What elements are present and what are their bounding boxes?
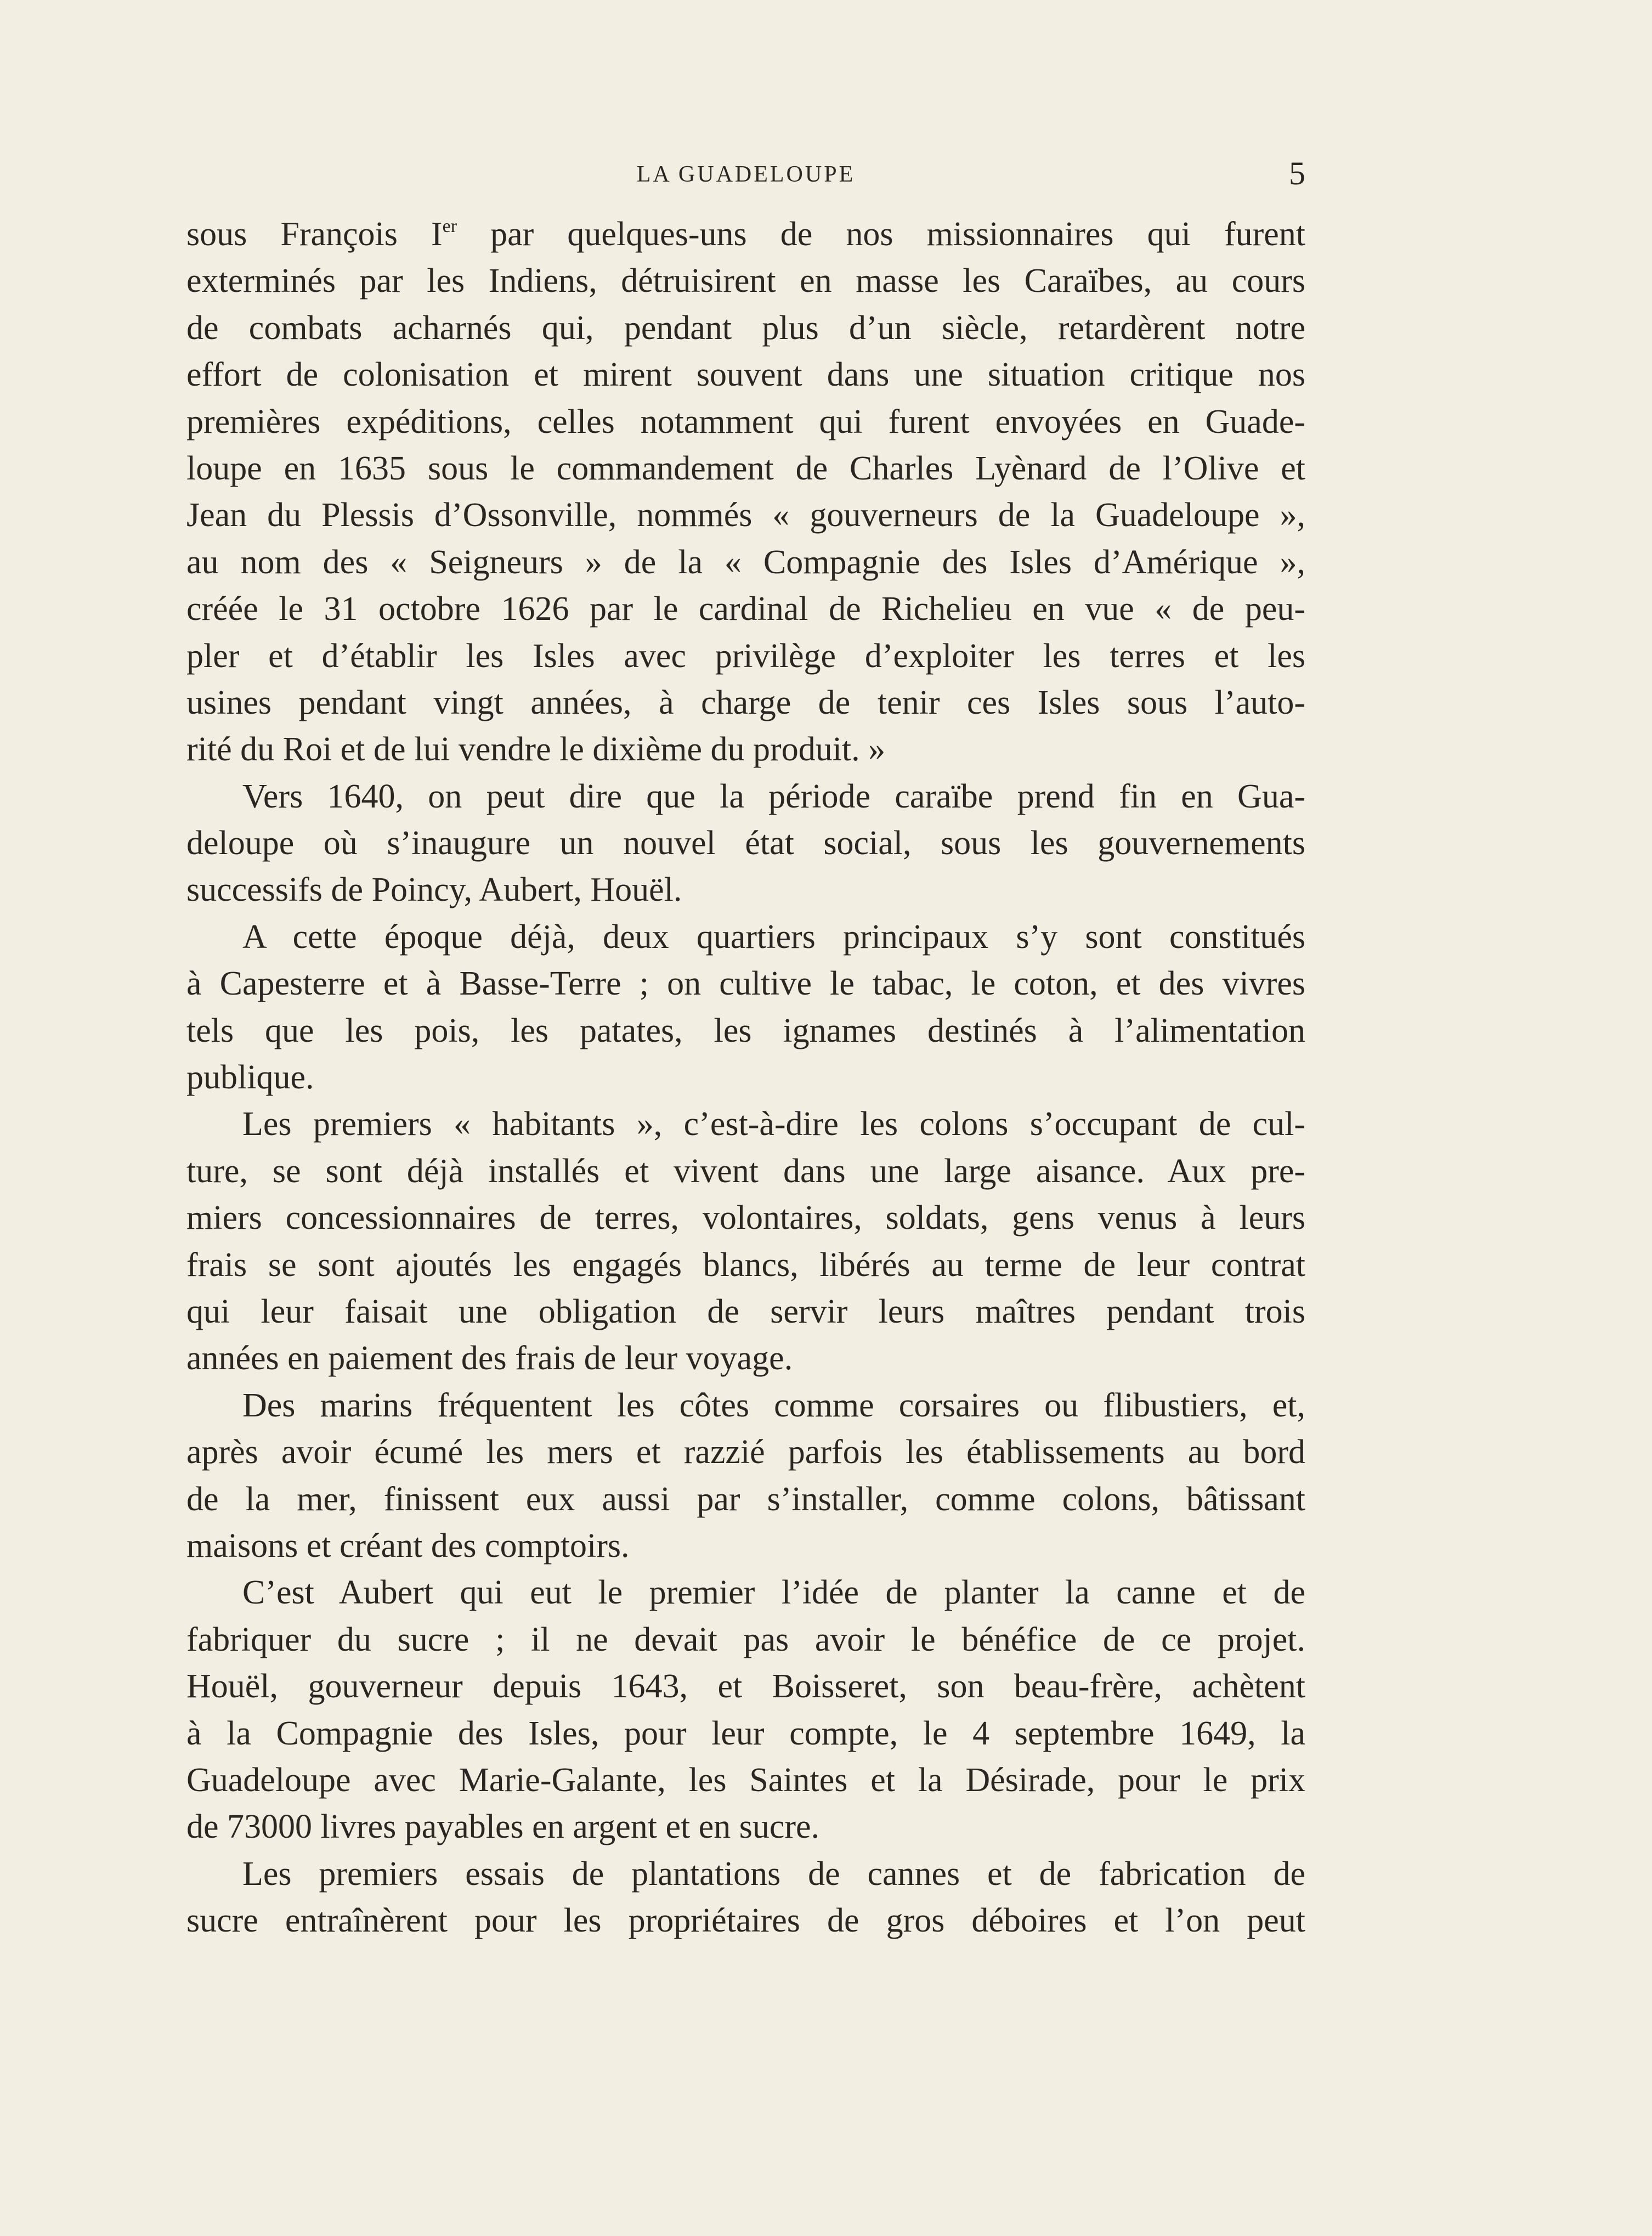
text-line: pler et d’établir les Isles avec privilège d’exploiter les terres et les <box>186 637 1305 675</box>
text-line: exterminés par les Indiens, détruisirent en masse les Caraïbes, au cours <box>186 262 1305 300</box>
text-line: Les premiers essais de plantations de cannes et de fabrication de <box>242 1855 1305 1893</box>
text-line: Guadeloupe avec Marie-Galante, les Saintes et la Désirade, pour le prix <box>186 1761 1305 1799</box>
text-line: années en paiement des frais de leur voyage. <box>186 1340 793 1377</box>
text-line: successifs de Poincy, Aubert, Houël. <box>186 871 682 909</box>
page-header <box>186 155 1305 196</box>
text-line: de 73000 livres payables en argent et en sucre. <box>186 1808 820 1846</box>
text-line: usines pendant vingt années, à charge de tenir ces Isles sous l’auto- <box>186 684 1305 721</box>
text-line: au nom des « Seigneurs » de la « Compagnie des Isles d’Amérique », <box>186 543 1305 581</box>
text-line: maisons et créant des comptoirs. <box>186 1527 630 1565</box>
text-line: Les premiers « habitants », c’est-à-dire les colons s’occupant de cul- <box>242 1105 1305 1143</box>
text-line: frais se sont ajoutés les engagés blancs, libérés au terme de leur contrat <box>186 1246 1305 1284</box>
text-line: Vers 1640, on peut dire que la période caraïbe prend fin en Gua- <box>242 777 1305 815</box>
text-line: créée le 31 octobre 1626 par le cardinal de Richelieu en vue « de peu- <box>186 590 1305 628</box>
text-line: fabriquer du sucre ; il ne devait pas avoir le bénéfice de ce projet. <box>186 1620 1305 1658</box>
text-line: A cette époque déjà, deux quartiers principaux s’y sont constitués <box>242 918 1305 956</box>
text-line: à Capesterre et à Basse-Terre ; on cultive le tabac, le coton, et des vivres <box>186 965 1305 1003</box>
body-text <box>186 211 1305 1944</box>
text-line: qui leur faisait une obligation de servir leurs maîtres pendant trois <box>186 1292 1305 1330</box>
text-line: sous François Ier par quelques-uns de nos missionnaires qui furent <box>186 216 1306 253</box>
text-line: après avoir écumé les mers et razzié parfois les établissements au bord <box>186 1433 1305 1471</box>
text-line: loupe en 1635 sous le commandement de Charles Lyènard de l’Olive et <box>186 449 1305 487</box>
text-line: tels que les pois, les patates, les ignames destinés à l’alimentation <box>186 1012 1305 1049</box>
text-line: ture, se sont déjà installés et vivent dans une large aisance. Aux pre- <box>186 1152 1305 1190</box>
text-line: à la Compagnie des Isles, pour leur compte, le 4 septembre 1649, la <box>186 1714 1305 1752</box>
running-title: LA GUADELOUPE <box>636 162 856 187</box>
text-line: Des marins fréquentent les côtes comme corsaires ou flibustiers, et, <box>242 1386 1305 1424</box>
text-line: miers concessionnaires de terres, volontaires, soldats, gens venus à leurs <box>186 1199 1305 1237</box>
text-line: C’est Aubert qui eut le premier l’idée de planter la canne et de <box>242 1574 1305 1612</box>
text-line: rité du Roi et de lui vendre le dixième du produit. » <box>186 731 886 769</box>
text-line: premières expéditions, celles notamment qui furent envoyées en Guade- <box>186 403 1305 441</box>
text-line: Jean du Plessis d’Ossonville, nommés « gouverneurs de la Guadeloupe », <box>186 496 1305 534</box>
text-line: deloupe où s’inaugure un nouvel état social, sous les gouvernements <box>186 825 1305 862</box>
text-line: de combats acharnés qui, pendant plus d’un siècle, retardèrent notre <box>186 309 1305 347</box>
text-line: effort de colonisation et mirent souvent dans une situation critique nos <box>186 356 1305 394</box>
text-line: Houël, gouverneur depuis 1643, et Boisseret, son beau-frère, achètent <box>186 1668 1305 1706</box>
text-line: de la mer, finissent eux aussi par s’installer, comme colons, bâtissant <box>186 1480 1305 1518</box>
text-line: sucre entraînèrent pour les propriétaires de gros déboires et l’on peut <box>186 1902 1305 1940</box>
text-line: publique. <box>186 1059 314 1097</box>
page-number: 5 <box>1289 155 1305 191</box>
